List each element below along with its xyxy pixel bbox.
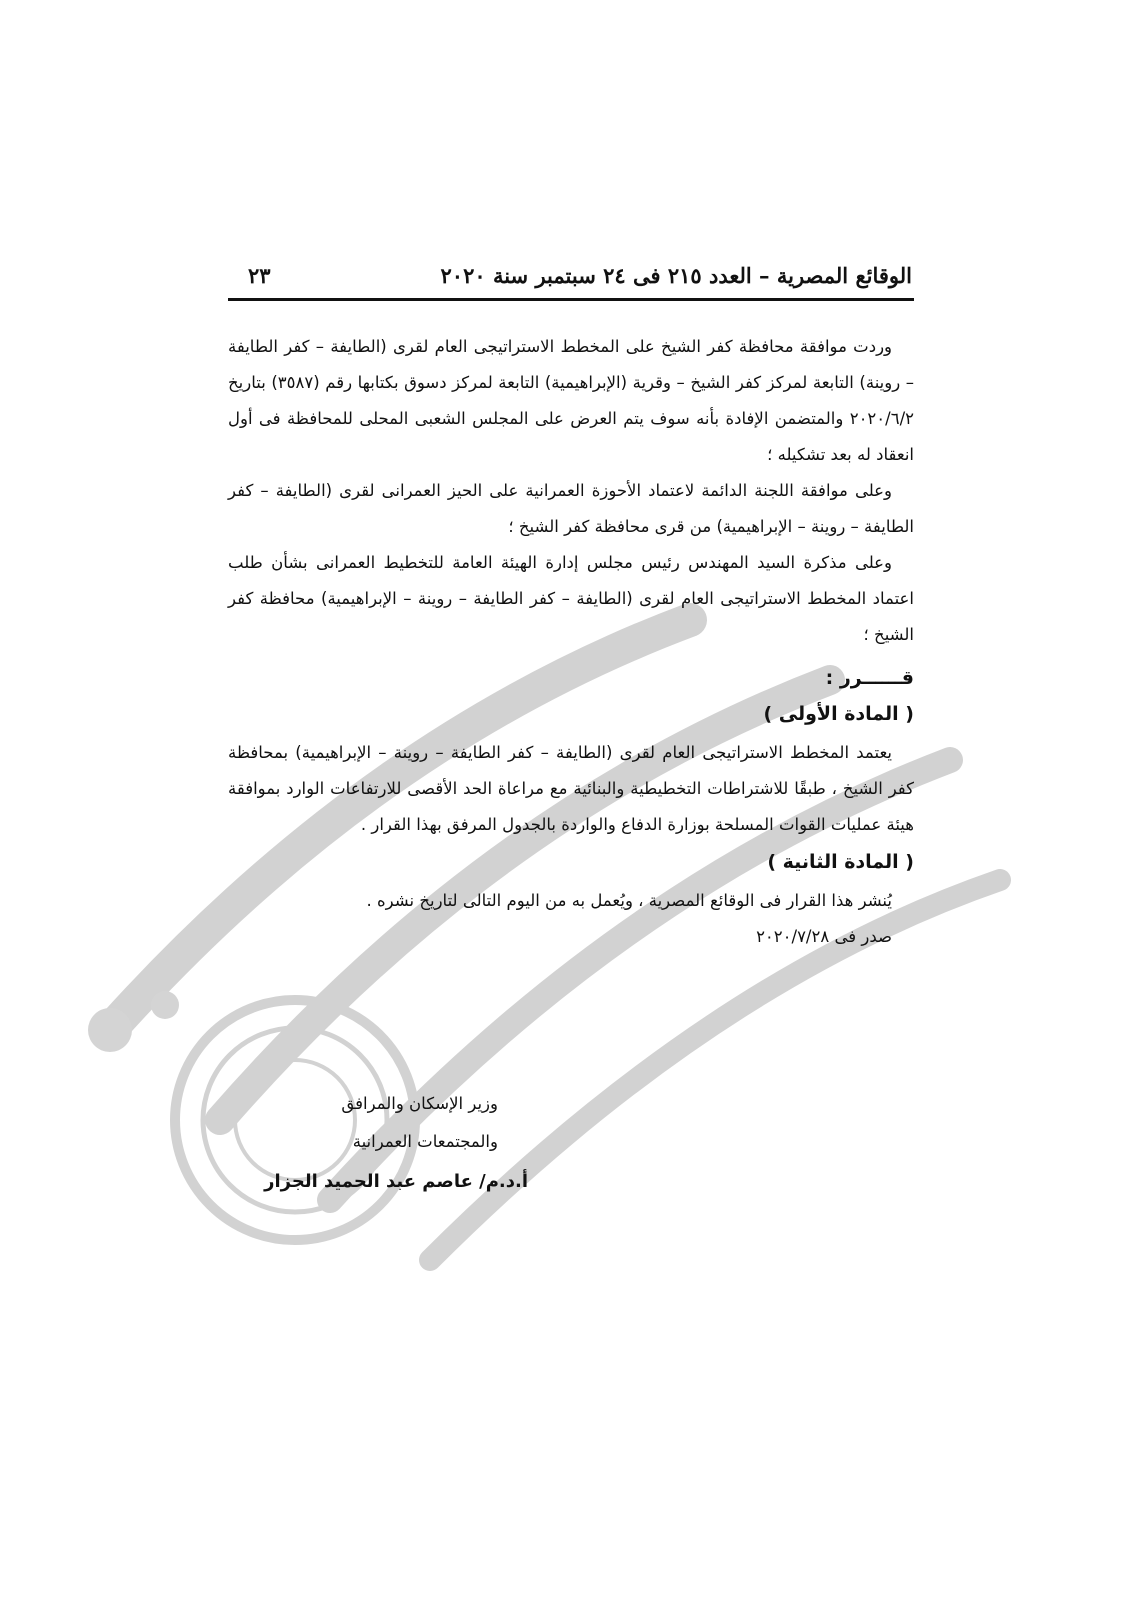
issue-date: صدر فى ٢٠٢٠/٧/٢٨ <box>756 927 892 946</box>
gazette-header <box>228 250 914 301</box>
preamble-paragraph-3: وعلى مذكرة السيد المهندس رئيس مجلس إدارة الهيئة العامة للتخطيط العمرانى بشأن طلب اعتماد المخطط الاستراتيجى العام لقرى (الطايفة – كفر الطايفة – روينة – الإبراهيمية) محافظة كفر الشيخ ؛ <box>228 553 914 644</box>
signature-block <box>228 1085 528 1201</box>
preamble-paragraph-2: وعلى موافقة اللجنة الدائمة لاعتماد الأحوزة العمرانية على الحيز العمرانى لقرى (الطايفة – كفر الطايفة – روينة – الإبراهيمية) من قرى محافظة كفر الشيخ ؛ <box>228 481 914 536</box>
article-1-text: يعتمد المخطط الاستراتيجى العام لقرى (الطايفة – كفر الطايفة – روينة – الإبراهيمية) بمحافظة كفر الشيخ ، طبقًا للاشتراطات التخطيطية والبنائية مع مراعاة الحد الأقصى للارتفاعات الوارد بموافقة هيئة عمليات القوات المسلحة بوزارة الدفاع والواردة بالجدول المرفق بهذا القرار . <box>228 743 914 834</box>
decision-heading: قــــــرر : <box>825 667 914 689</box>
article-2-heading: ( المادة الثانية ) <box>767 851 914 873</box>
page-number: ٢٣ <box>248 263 271 288</box>
article-2-text: يُنشر هذا القرار فى الوقائع المصرية ، ويُعمل به من اليوم التالى لتاريخ نشره . <box>366 891 892 910</box>
minister-title-line-2: والمجتمعات العمرانية <box>352 1132 498 1151</box>
preamble-paragraph-1: وردت موافقة محافظة كفر الشيخ على المخطط الاستراتيجى العام لقرى (الطايفة – كفر الطايفة – روينة) التابعة لمركز كفر الشيخ – وقرية (الإبراهيمية) التابعة لمركز دسوق بكتابها رقم (٣٥٨٧) بتاريخ ٢٠٢٠/٦/٢ والمتضمن الإفادة بأنه سوف يتم العرض على المجلس الشعبى المحلى للمحافظة فى أول انعقاد له بعد تشكيله ؛ <box>228 337 914 464</box>
document-page <box>228 250 914 955</box>
document-body <box>228 329 914 955</box>
minister-name: أ.د.م/ عاصم عبد الحميد الجزار <box>264 1171 528 1192</box>
gazette-title: الوقائع المصرية – العدد ٢١٥ فى ٢٤ سبتمبر سنة ٢٠٢٠ <box>440 263 912 288</box>
minister-title-line-1: وزير الإسكان والمرافق <box>341 1094 498 1113</box>
article-1-heading: ( المادة الأولى ) <box>763 703 914 725</box>
